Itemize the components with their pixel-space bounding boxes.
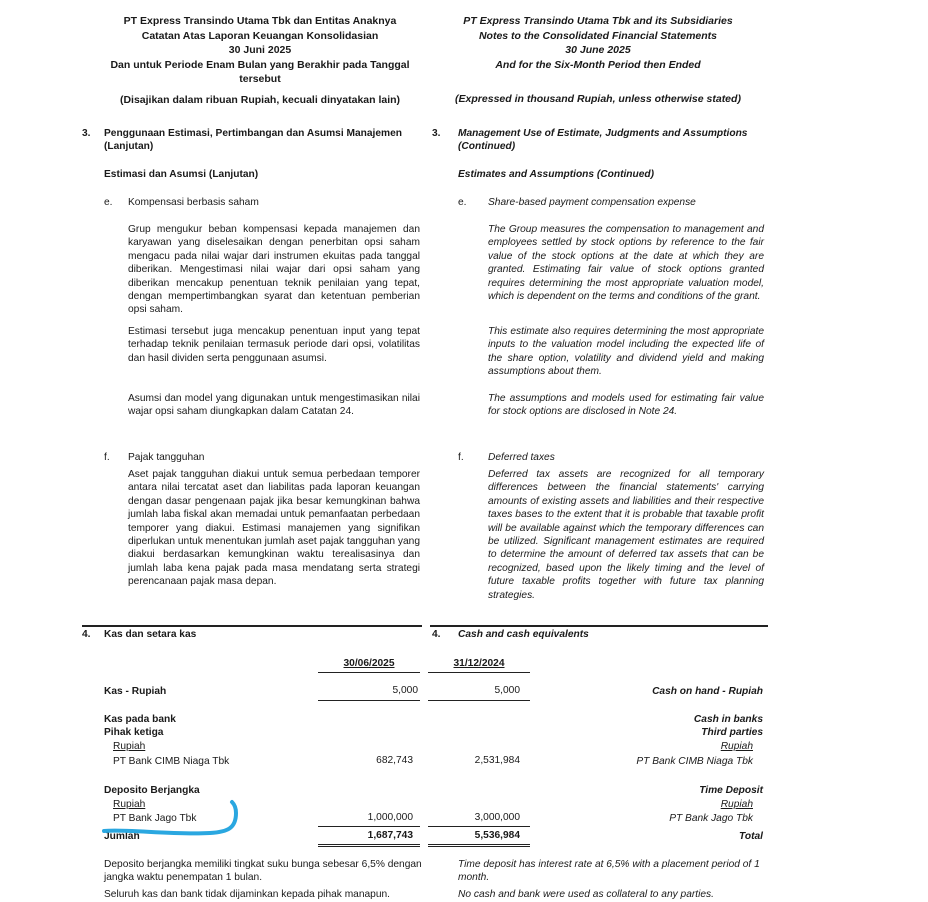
row-jago-rule-2024 bbox=[428, 826, 530, 827]
row-jago-2025: 1,000,000 bbox=[367, 812, 413, 823]
row-third-label: Pihak ketiga bbox=[104, 727, 164, 738]
row-total-2025: 1,687,743 bbox=[367, 830, 413, 841]
row-rupiah-label-en: Rupiah bbox=[720, 741, 753, 752]
note4-title-en: Cash and cash equivalents bbox=[458, 629, 589, 640]
row-cimb-label-en: PT Bank CIMB Niaga Tbk bbox=[636, 756, 753, 767]
col-header-2025-rule bbox=[318, 672, 420, 673]
row-cash-rule-2025 bbox=[318, 700, 420, 701]
row-bank-label-en: Cash in banks bbox=[693, 714, 763, 725]
note3-f-heading-id: Pajak tangguhan bbox=[128, 452, 205, 463]
row-jago-rule-2025 bbox=[318, 826, 420, 827]
note4-footnote1-id: Deposito berjangka memiliki tingkat suku bunga sebesar 6,5% dengan jangka waktu penempatan 1 bulan. bbox=[104, 859, 422, 884]
header-en bbox=[440, 14, 756, 107]
note4-footnote1-en: Time deposit has interest rate at 6,5% with a placement period of 1 month. bbox=[458, 859, 760, 884]
row-rupiah2-label: Rupiah bbox=[113, 799, 146, 810]
note4-footnote2-en: No cash and bank were used as collateral to any parties. bbox=[458, 889, 714, 900]
col-header-2024: 31/12/2024 bbox=[453, 658, 505, 669]
note3-subtitle-en: Estimates and Assumptions (Continued) bbox=[458, 169, 655, 180]
row-total-rule-2024-b bbox=[428, 846, 530, 847]
note3-e-heading-en: Share-based payment compensation expense bbox=[488, 197, 696, 208]
header-id-currency: (Disajikan dalam ribuan Rupiah, kecuali dinyatakan lain) bbox=[119, 93, 401, 106]
note3-e-p1-en: The Group measures the compensation to management and employees settled by stock options by reference to the fair value of the stock options at the date at which they are granted. Estimating fair value of stock options granted requires determining the most appropriate valuation model, which is dependent on the terms and conditions of the grant. bbox=[488, 224, 764, 303]
row-total-label: Jumlah bbox=[104, 831, 140, 842]
header-en-period: And for the Six-Month Period then Ended bbox=[495, 58, 701, 71]
note3-e-letter-id: e. bbox=[104, 197, 113, 208]
header-en-date: 30 June 2025 bbox=[565, 44, 631, 56]
header-en-notes: Notes to the Consolidated Financial Statements bbox=[478, 29, 718, 42]
row-jago-label-en: PT Bank Jago Tbk bbox=[669, 813, 753, 824]
note3-f-letter-id: f. bbox=[104, 452, 110, 463]
row-cimb-label: PT Bank CIMB Niaga Tbk bbox=[113, 756, 230, 767]
note3-e-p3-id: Asumsi dan model yang digunakan untuk mengestimasikan nilai wajar opsi saham diungkapkan dalam Catatan 24. bbox=[128, 393, 420, 418]
header-en-company: PT Express Transindo Utama Tbk and its Subsidiaries bbox=[463, 15, 733, 27]
note3-subtitle-id: Estimasi dan Asumsi (Lanjutan) bbox=[104, 169, 259, 180]
header-id-notes: Catatan Atas Laporan Keuangan Konsolidasian bbox=[141, 29, 379, 42]
row-bank-label: Kas pada bank bbox=[104, 714, 176, 725]
row-cash-2025: 5,000 bbox=[392, 685, 418, 696]
row-jago-2024: 3,000,000 bbox=[474, 812, 520, 823]
row-cash-2024: 5,000 bbox=[494, 685, 520, 696]
note4-rule-id bbox=[82, 625, 422, 627]
row-cimb-2024: 2,531,984 bbox=[474, 755, 520, 766]
row-deposit-label: Deposito Berjangka bbox=[104, 785, 200, 796]
note3-f-heading-en: Deferred taxes bbox=[488, 452, 555, 463]
row-cimb-2025: 682,743 bbox=[376, 755, 413, 766]
note3-e-p1-id: Grup mengukur beban kompensasi kepada manajemen dan karyawan yang diselesaikan dengan penerbitan opsi saham mengacu pada nilai wajar dari instrumen ekuitas pada tanggal diberikan. Mengestimasi nilai wajar dari opsi saham yang diberikan mencakup penentuan teknik penilaian yang tepat, dengan mempertimbangkan syarat dan ketentuan pemberian opsi saham. bbox=[128, 224, 420, 316]
header-id-period: Dan untuk Periode Enam Bulan yang Berakhir pada Tanggal tersebut bbox=[110, 58, 410, 85]
col-header-2025: 30/06/2025 bbox=[343, 658, 395, 669]
row-rupiah-label: Rupiah bbox=[113, 741, 146, 752]
header-id-company: PT Express Transindo Utama Tbk dan Entitas Anaknya bbox=[123, 15, 397, 27]
note4-number-en: 4. bbox=[432, 629, 441, 640]
note3-f-letter-en: f. bbox=[458, 452, 464, 463]
note3-e-letter-en: e. bbox=[458, 197, 467, 208]
note3-number-id: 3. bbox=[82, 128, 91, 139]
note3-title-id: Penggunaan Estimasi, Pertimbangan dan Asumsi Manajemen (Lanjutan) bbox=[104, 128, 402, 153]
pen-annotation-stroke bbox=[104, 802, 236, 833]
note4-title-id: Kas dan setara kas bbox=[104, 629, 197, 640]
row-jago-label: PT Bank Jago Tbk bbox=[113, 813, 197, 824]
row-cash-label-en: Cash on hand - Rupiah bbox=[652, 686, 763, 697]
note4-number-id: 4. bbox=[82, 629, 91, 640]
row-rupiah2-label-en: Rupiah bbox=[720, 799, 753, 810]
header-id-date: 30 Juni 2025 bbox=[228, 44, 292, 56]
row-total-label-en: Total bbox=[739, 831, 763, 842]
row-total-2024: 5,536,984 bbox=[474, 830, 520, 841]
header-id bbox=[90, 14, 430, 107]
note3-e-p2-en: This estimate also requires determining the most appropriate inputs to the valuation model including the expected life of the share option, volatility and dividend yield and making assumptions about them. bbox=[488, 326, 764, 378]
note4-rule-en bbox=[430, 625, 768, 627]
note3-e-p2-id: Estimasi tersebut juga mencakup penentuan input yang tepat terhadap teknik penilaian termasuk periode dari opsi, volatilitas dan hasil dividen serta penggunaan asumsi. bbox=[128, 326, 420, 364]
note3-number-en: 3. bbox=[432, 128, 441, 139]
col-header-2024-rule bbox=[428, 672, 530, 673]
row-total-rule-2025-a bbox=[318, 844, 420, 845]
header-en-currency: (Expressed in thousand Rupiah, unless otherwise stated) bbox=[455, 93, 741, 105]
row-cash-label: Kas - Rupiah bbox=[104, 686, 167, 697]
note3-title-en: Management Use of Estimate, Judgments and Assumptions (Continued) bbox=[458, 128, 748, 153]
row-total-rule-2025-b bbox=[318, 846, 420, 847]
note3-e-p3-en: The assumptions and models used for estimating fair value for stock options are disclosed in Note 24. bbox=[488, 393, 764, 418]
pen-annotation bbox=[100, 795, 250, 845]
note3-e-heading-id: Kompensasi berbasis saham bbox=[128, 197, 259, 208]
note3-f-p1-en: Deferred tax assets are recognized for all temporary differences between the financial statements' carrying amounts of existing assets and liabilities and their respective taxes bases to the extent that it is probable that taxable profit will be available against which the temporary differences can be utilized. Significant management estimates are required to determine the amount of deferred tax assets that can be recognized, based upon the likely timing and the level of future taxable profits together with future tax planning strategies. bbox=[488, 469, 764, 601]
note3-f-p1-id: Aset pajak tangguhan diakui untuk semua perbedaan temporer antara nilai tercatat aset dan liabilitas pada laporan keuangan dengan dasar pengenaan pajak jika besar kemungkinan bahwa jumlah laba fiskal akan memadai untuk pemanfaatan perbedaan temporer yang diakui. Estimasi manajemen yang signifikan diperlukan untuk menentukan jumlah aset pajak tangguhan yang diakui berdasarkan kemungkinan waktu terealisasinya dan jumlah laba kena pajak pada masa mendatang serta strategi perencanaan pajak masa depan. bbox=[128, 469, 420, 588]
row-total-rule-2024-a bbox=[428, 844, 530, 845]
note4-footnote2-id: Seluruh kas dan bank tidak dijaminkan kepada pihak manapun. bbox=[104, 889, 391, 900]
row-third-label-en: Third parties bbox=[701, 727, 763, 738]
row-cash-rule-2024 bbox=[428, 700, 530, 701]
row-deposit-label-en: Time Deposit bbox=[699, 785, 763, 796]
